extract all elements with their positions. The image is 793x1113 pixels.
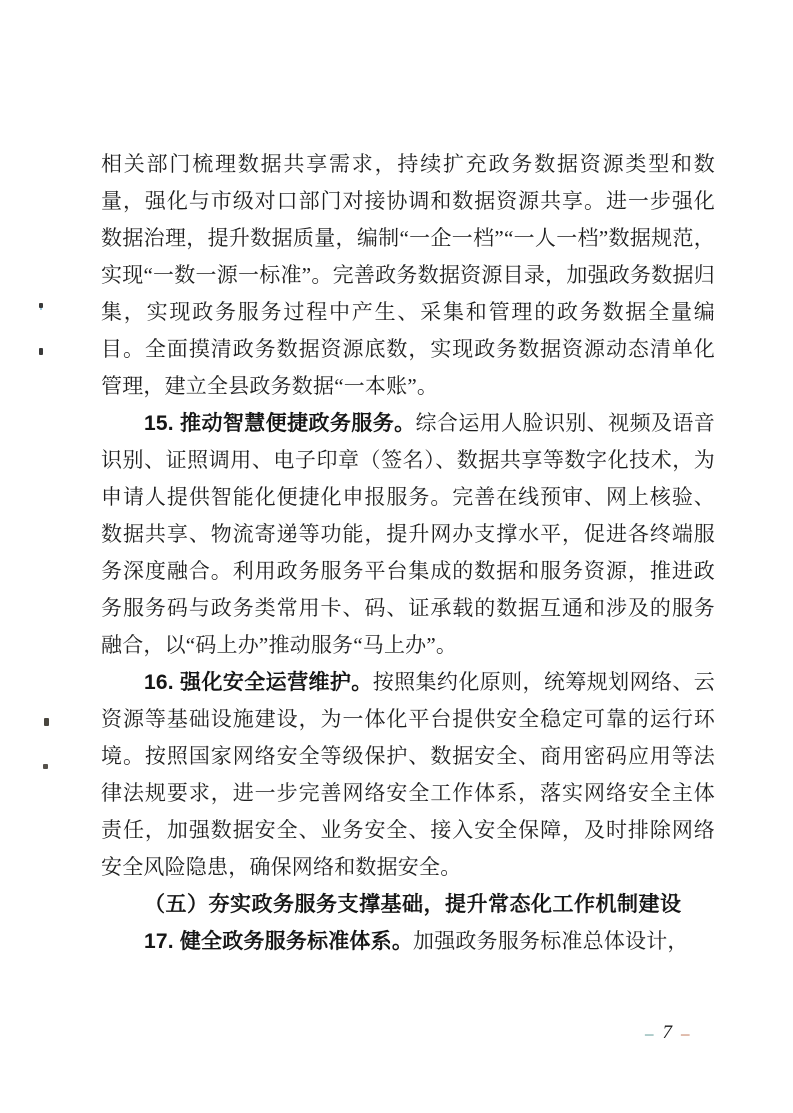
paragraph-text: 综合运用人脸识别、视频及语音识别、证照调用、电子印章（签名）、数据共享等数字化技术，为申请人提供智能化便捷化申报服务。完善在线预审、网上核验、数据共享、物流寄递等功能，提升网办支撑水平，促进各终端服务深度融合。利用政务服务平台集成的数据和服务资源，推进政务服务码与政务类常用卡、码、证承载的数据互通和涉及的服务融合，以“码上办”推动服务“马上办”。: [101, 411, 715, 657]
page-number-value: 7: [662, 1022, 672, 1043]
document-body: [101, 146, 715, 960]
page-number-dash-right: –: [681, 1025, 690, 1041]
scan-artifact-dot: [39, 303, 43, 308]
paragraph-16-title: 16. 强化安全运营维护。: [144, 671, 373, 694]
section-heading-5: [101, 886, 715, 923]
page-number: [645, 1019, 690, 1047]
paragraph-item-15: [101, 405, 715, 664]
paragraph-text: 加强政务服务标准总体设计，: [413, 929, 689, 953]
section-heading-text: （五）夯实政务服务支撑基础，提升常态化工作机制建设: [144, 893, 682, 916]
paragraph-item-17: [101, 923, 715, 960]
paragraph-15-title: 15. 推动智慧便捷政务服务。: [144, 412, 416, 435]
page-number-dash-left: –: [645, 1025, 654, 1041]
paragraph-text: 按照集约化原则，统筹规划网络、云资源等基础设施建设，为一体化平台提供安全稳定可靠的运行环境。按照国家网络安全等级保护、数据安全、商用密码应用等法律法规要求，进一步完善网络安全工作体系，落实网络安全主体责任，加强数据安全、业务安全、接入安全保障，及时排除网络安全风险隐患，确保网络和数据安全。: [101, 670, 715, 879]
scan-artifact-dot: [39, 348, 43, 355]
paragraph-item-16: [101, 664, 715, 886]
scan-artifact-dot: [43, 764, 48, 769]
paragraph-17-title: 17. 健全政务服务标准体系。: [144, 930, 414, 953]
scan-artifact-dot: [44, 718, 49, 726]
paragraph-continuation: [101, 146, 715, 405]
paragraph-text: 相关部门梳理数据共享需求，持续扩充政务数据资源类型和数量，强化与市级对口部门对接协调和数据资源共享。进一步强化数据治理，提升数据质量，编制“一企一档”“一人一档”数据规范，实现“一数一源一标准”。完善政务数据资源目录，加强政务数据归集，实现政务服务过程中产生、采集和管理的政务数据全量编目。全面摸清政务数据资源底数，实现政务数据资源动态清单化管理，建立全县政务数据“一本账”。: [101, 152, 715, 398]
